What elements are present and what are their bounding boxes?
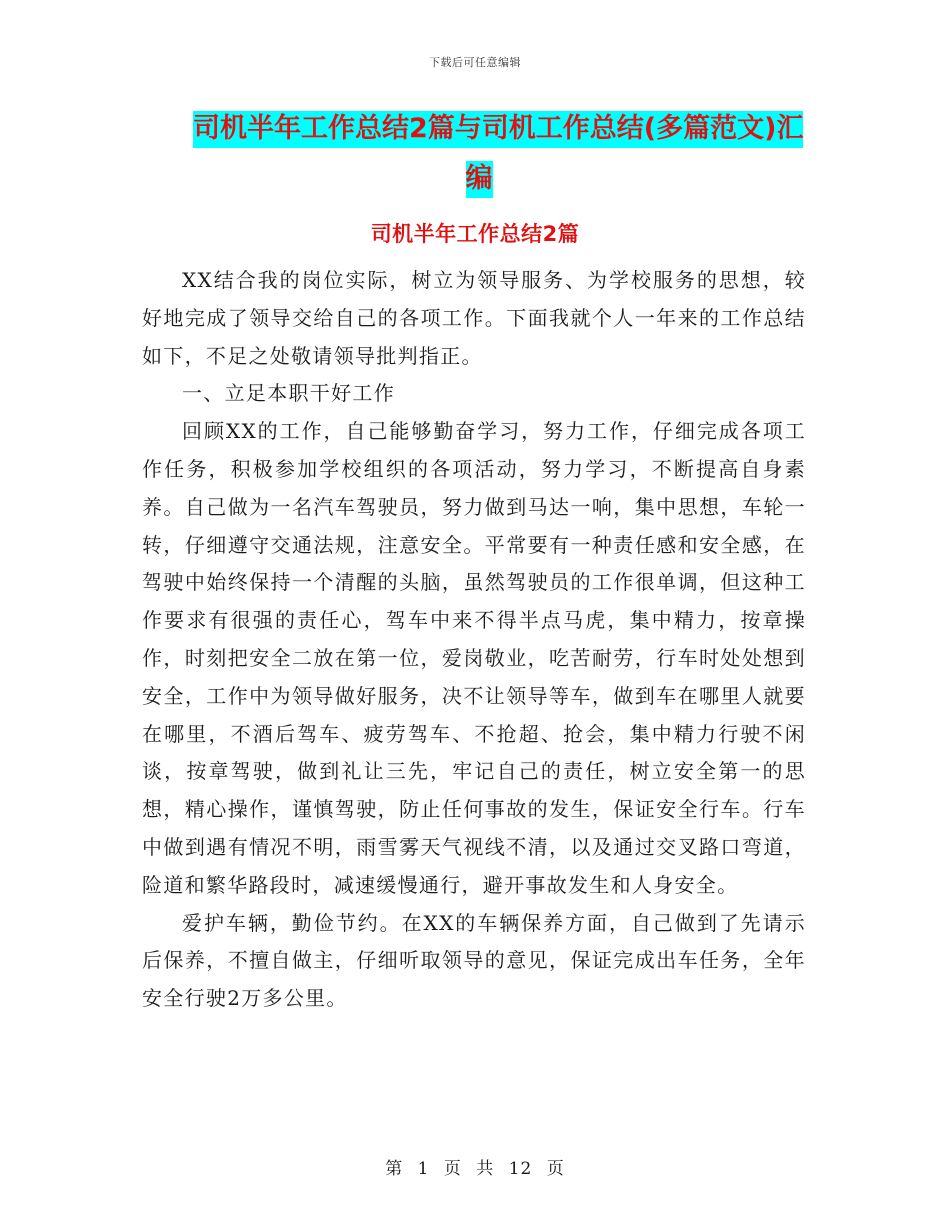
- section-title: 司机半年工作总结2篇: [370, 222, 580, 246]
- document-title-line2: 编: [466, 161, 493, 198]
- paragraph-heading-1: 一、立足本职干好工作: [182, 381, 395, 406]
- page-footer: [0, 1154, 950, 1179]
- total-label-suffix: 页: [546, 1159, 565, 1179]
- current-page-number: 1: [417, 1159, 430, 1179]
- paragraph-review: 回顾XX的工作，自己能够勤奋学习，努力工作，仔细完成各项工作任务，积极参加学校组织的各项活动，努力学习，不断提高自身素养。自己做为一名汽车驾驶员，努力做到马达一响，集中思想，车轮一转，仔细遵守交通法规，注意安全。平常要有一种责任感和安全感，在驾驶中始终保持一个清醒的头脑，虽然驾驶员的工作很单调，但这种工作要求有很强的责任心，驾车中来不得半点马虎，集中精力，按章操作，时刻把安全二放在第一位，爱岗敬业，吃苦耐劳，行车时处处想到安全，工作中为领导做好服务，决不让领导等车，做到车在哪里人就要在哪里，不酒后驾车、疲劳驾车、不抢超、抢会，集中精力行驶不闲谈，按章驾驶，做到礼让三先，牢记自己的责任，树立安全第一的思想，精心操作，谨慎驾驶，防止任何事故的发生，保证安全行车。行车中做到遇有情况不明，雨雪雾天气视线不清，以及通过交叉路口弯道，险道和繁华路段时，减速缓慢通行，避开事故发生和人身安全。: [142, 419, 806, 897]
- header-note: 下载后可任意编辑: [429, 56, 521, 69]
- total-pages-number: 12: [508, 1159, 533, 1179]
- page-label-prefix: 第: [385, 1159, 404, 1179]
- document-body: [142, 262, 806, 1018]
- paragraph-vehicle-care: 爱护车辆，勤俭节约。在XX的车辆保养方面，自己做到了先请示后保养，不擅自做主，仔细听取领导的意见，保证完成出车任务，全年安全行驶2万多公里。: [142, 910, 806, 1011]
- document-title: [193, 104, 805, 204]
- page-label-mid: 页: [443, 1159, 462, 1179]
- total-label-prefix: 共: [476, 1159, 495, 1179]
- paragraph-intro: XX结合我的岗位实际，树立为领导服务、为学校服务的思想，较好地完成了领导交给自己的各项工作。下面我就个人一年来的工作总结如下，不足之处敬请领导批判指正。: [142, 268, 806, 368]
- document-title-line1: 司机半年工作总结2篇与司机工作总结(多篇范文)汇: [193, 111, 803, 148]
